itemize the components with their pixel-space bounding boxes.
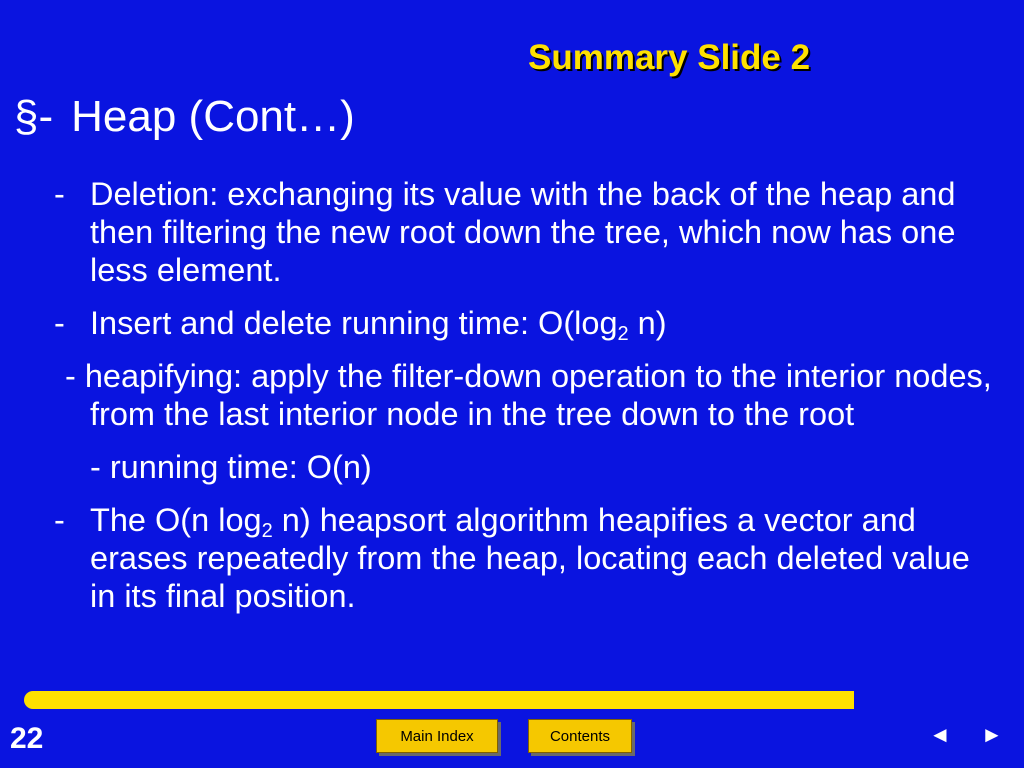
bullet-item (54, 357, 1004, 433)
bullet-dash: - (54, 502, 65, 538)
bullet-item (54, 175, 1004, 289)
next-slide-arrow-icon[interactable]: ► (981, 722, 1003, 747)
bullet-text: - heapifying: apply the filter-down operation to the interior nodes, from the last interior node in the tree down to the root (65, 358, 992, 432)
bullet-subscript: 2 (261, 520, 273, 542)
slide-title: Summary Slide 2 (528, 38, 811, 77)
bullet-dash: - (54, 176, 65, 212)
bullet-dash: - (54, 305, 65, 341)
section-marker: §- (14, 92, 54, 141)
bullet-text: The O(n log (90, 502, 262, 538)
section-heading-text: Heap (Cont…) (71, 92, 355, 141)
bullet-item (54, 304, 1004, 345)
page-number: 22 (10, 722, 44, 755)
bullet-item (54, 448, 1004, 486)
bullet-text-tail: n) (628, 305, 667, 341)
bullet-text: Insert and delete running time: O(log (90, 305, 618, 341)
previous-slide-arrow-icon[interactable]: ◄ (929, 722, 951, 747)
bullet-text-tail: n) heapsort algorithm heapifies a vector and erases repeatedly from the heap, locating each deleted value in its final position. (90, 502, 970, 614)
bullet-text: Deletion: exchanging its value with the back of the heap and then filtering the new root down the tree, which now has one less element. (90, 176, 956, 288)
bullet-item (54, 501, 1004, 615)
bullet-subscript: 2 (617, 323, 629, 345)
section-heading (14, 92, 355, 142)
contents-button[interactable]: Contents (528, 719, 632, 753)
footer-accent-bar (24, 691, 854, 709)
main-index-button[interactable]: Main Index (376, 719, 498, 753)
bullet-list (54, 175, 1004, 630)
bullet-text: - running time: O(n) (90, 449, 372, 485)
